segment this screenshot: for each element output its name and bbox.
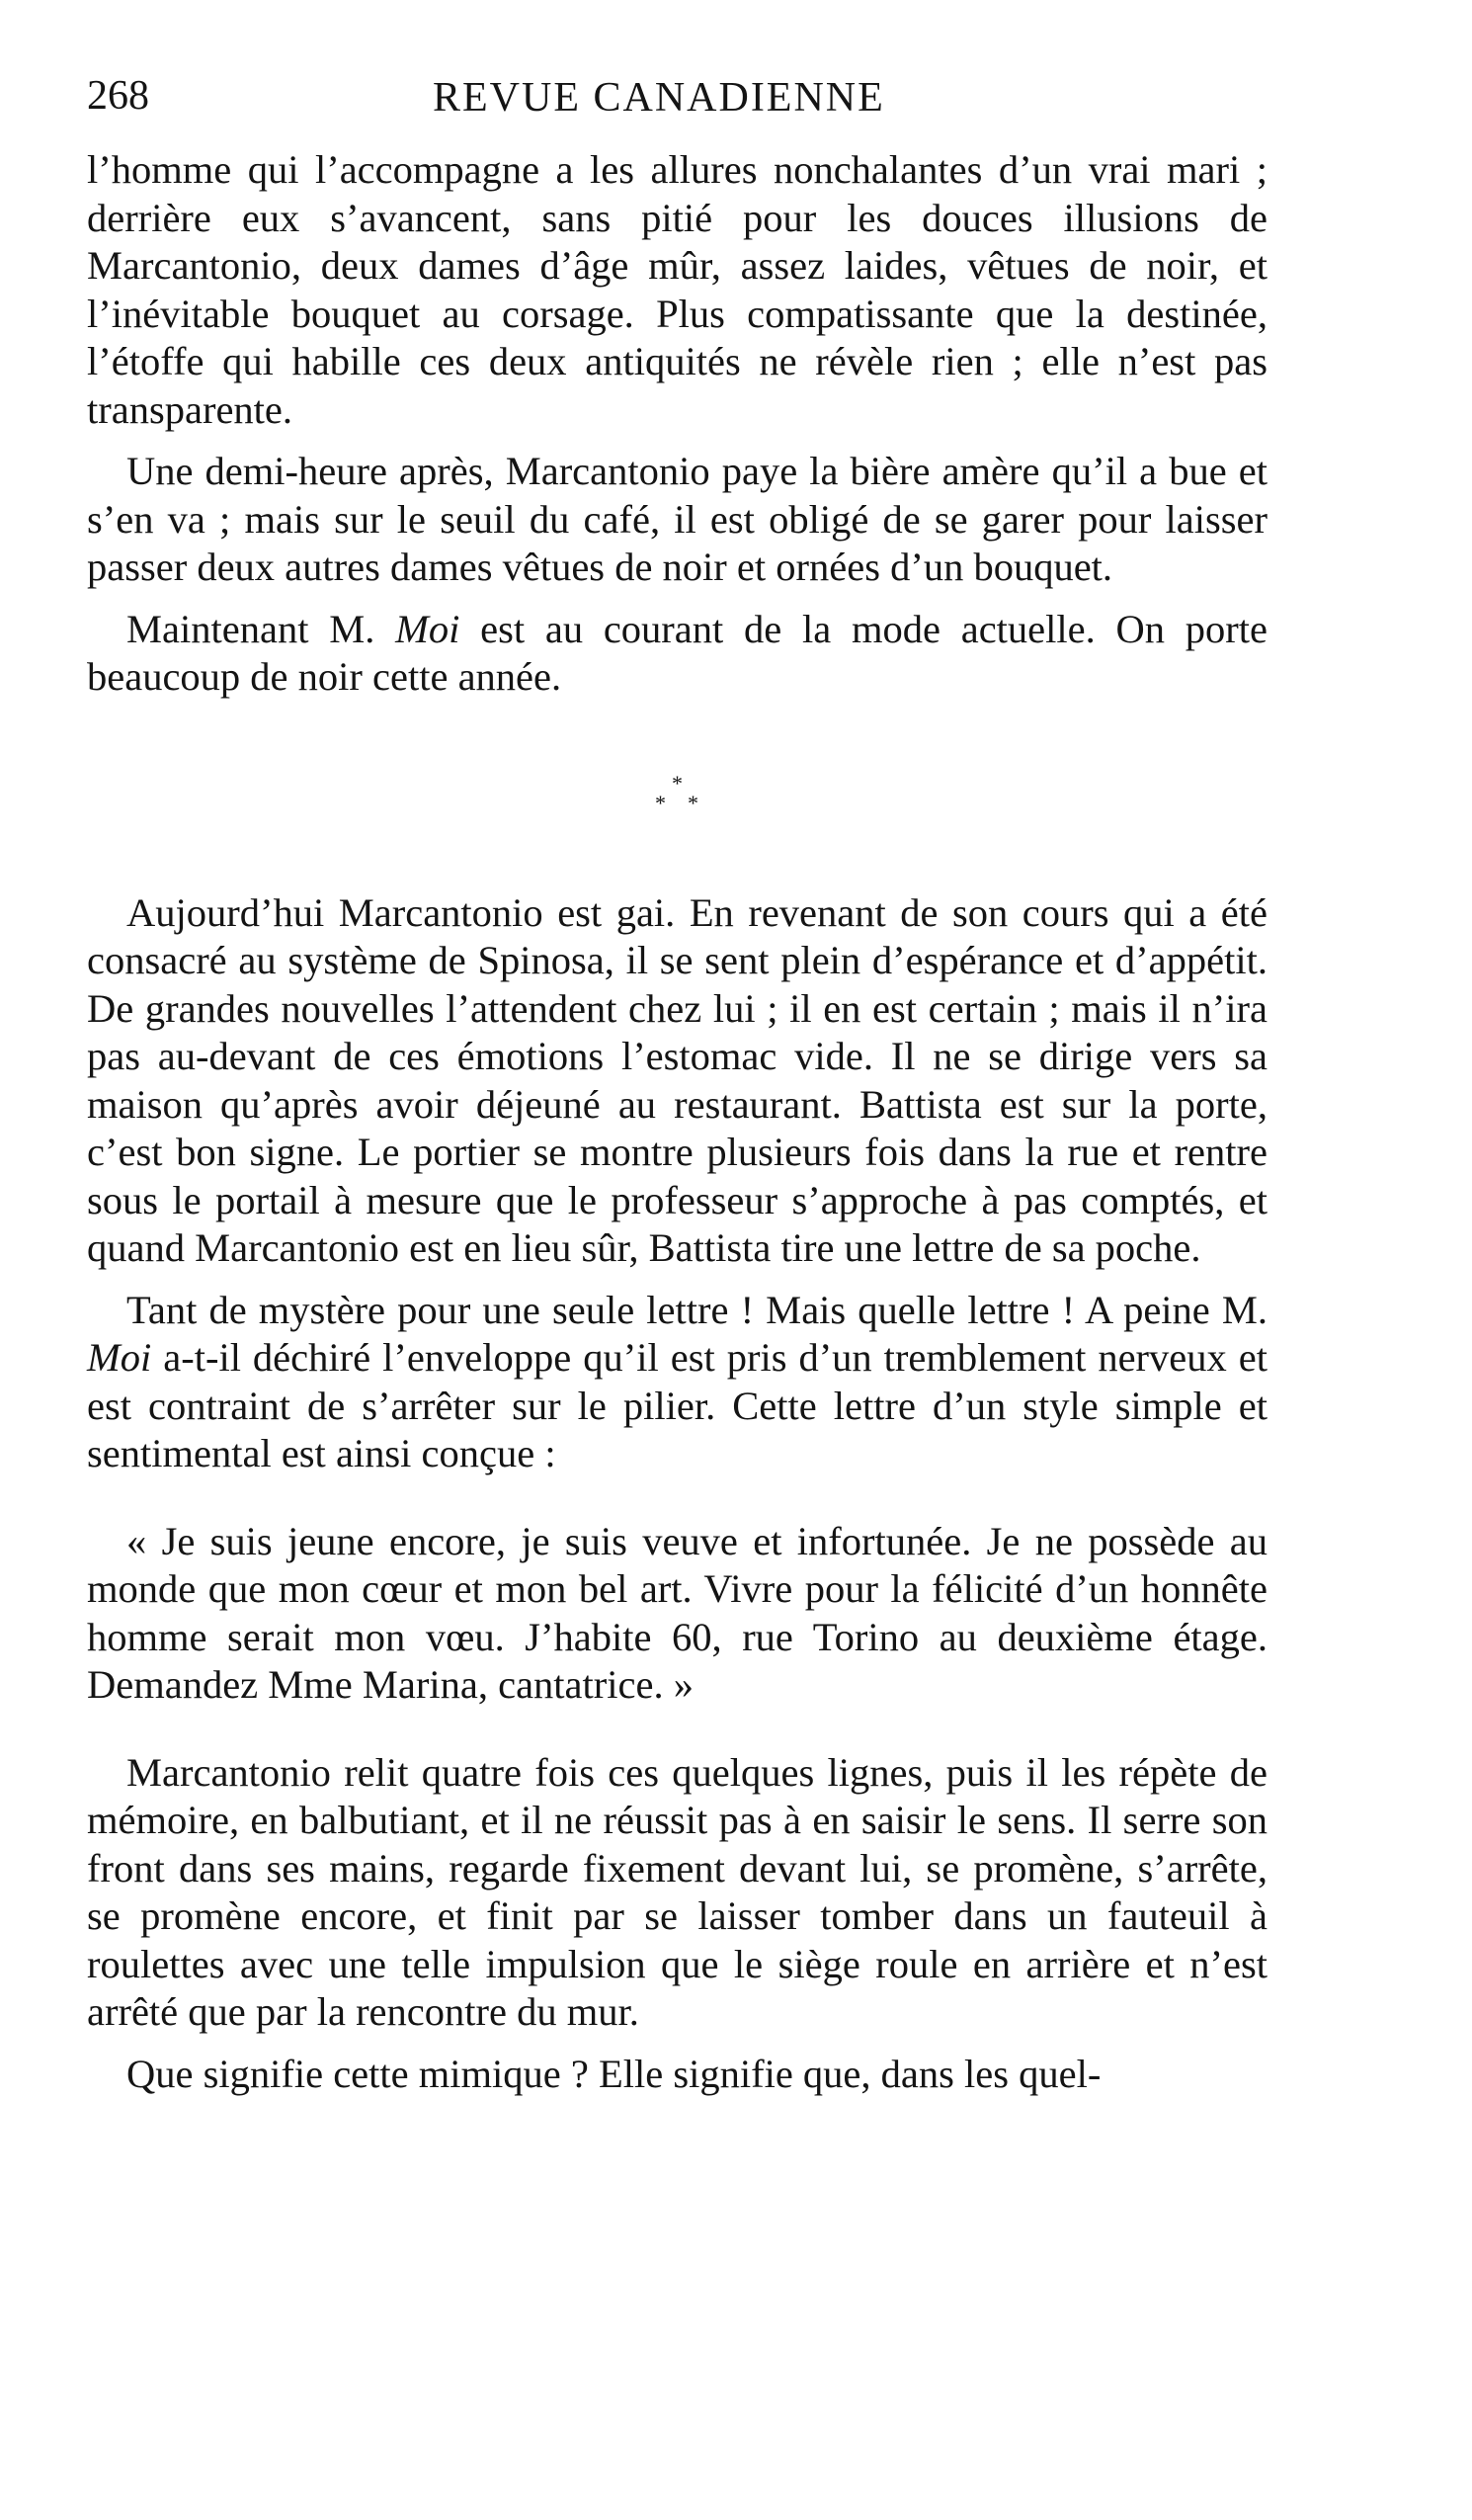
asterism-star-right: * <box>688 790 698 815</box>
section-break-asterism <box>87 741 1268 860</box>
moi-italic: Moi <box>395 606 460 651</box>
paragraph-3 <box>87 606 1268 702</box>
asterism-star-left: * <box>655 790 666 815</box>
paragraph-5 <box>87 1287 1268 1478</box>
paragraph-8: Que signifie cette mimique ? Elle signifie que, dans les quel- <box>126 2051 1102 2096</box>
body-text <box>87 146 1268 2098</box>
running-title: REVUE CANADIENNE <box>433 75 885 121</box>
paragraph-7: Marcantonio relit quatre fois ces quelques lignes, puis il les répète de mémoire, en balbutiant, et il ne réussit pas à en saisir le sens. Il serre son front dans ses mains, regarde fixement devant lui, se promène, s’arrête, se promène encore, et finit par se laisser tomber dans un fauteuil à roulettes avec une telle impulsion que le siège roule en arrière et n’est arrêté que par la rencontre du mur. <box>87 1749 1268 2034</box>
page-number: 268 <box>87 73 149 119</box>
page-header <box>87 61 1268 130</box>
asterism-star-top: * <box>672 770 683 796</box>
paragraph-4: Aujourd’hui Marcantonio est gai. En revenant de son cours qui a été consacré au système de Spinosa, il se sent plein d’espérance et d’appétit. De grandes nouvelles l’attendent chez lui ; il en est certain ; mais il n’ira pas au-devant de ces émotions l’estomac vide. Il ne se dirige vers sa maison qu’après avoir déjeuné au restaurant. Battista est sur la porte, c’est bon signe. Le portier se montre plusieurs fois dans la rue et rentre sous le portail à mesure que le professeur s’approche à pas comptés, et quand Marcantonio est en lieu sûr, Battista tire une lettre de sa poche. <box>87 889 1268 1270</box>
paragraph-5-part-a: Tant de mystère pour une seule lettre ! Mais quelle lettre ! A peine M. <box>126 1287 1268 1332</box>
paragraph-3-part-a: Maintenant M. <box>126 606 396 651</box>
moi-italic: Moi <box>87 1335 152 1380</box>
paragraph-1: l’homme qui l’accompagne a les allures nonchalantes d’un vrai mari ; derrière eux s’avancent, sans pitié pour les douces illusions de Marcantonio, deux dames d’âge mûr, assez laides, vêtues de noir, et l’inévitable bouquet au corsage. Plus compatissante que la destinée, l’étoffe qui habille ces deux antiquités ne révèle rien ; elle n’est pas transparente. <box>87 147 1268 432</box>
paragraph-5-part-b: a-t-il déchiré l’enveloppe qu’il est pris d’un tremblement nerveux et est contraint de s’arrêter sur le pilier. Cette lettre d’un style simple et sentimental est ainsi conçue : <box>87 1335 1268 1475</box>
paragraph-3-part-b: est au courant de la mode actuelle. On porte beaucoup de noir cette année. <box>87 606 1268 699</box>
paragraph-6-letter: « Je suis jeune encore, je suis veuve et infortunée. Je ne possède au monde que mon cœur et mon bel art. Vivre pour la félicité d’un honnête homme serait mon vœu. J’habite 60, rue Torino au deuxième étage. Demandez Mme Marina, cantatrice. » <box>87 1518 1268 1707</box>
paragraph-2: Une demi-heure après, Marcantonio paye la bière amère qu’il a bue et s’en va ; mais sur le seuil du café, il est obligé de se garer pour laisser passer deux autres dames vêtues de noir et ornées d’un bouquet. <box>87 449 1268 589</box>
quoted-letter <box>87 1518 1268 1710</box>
